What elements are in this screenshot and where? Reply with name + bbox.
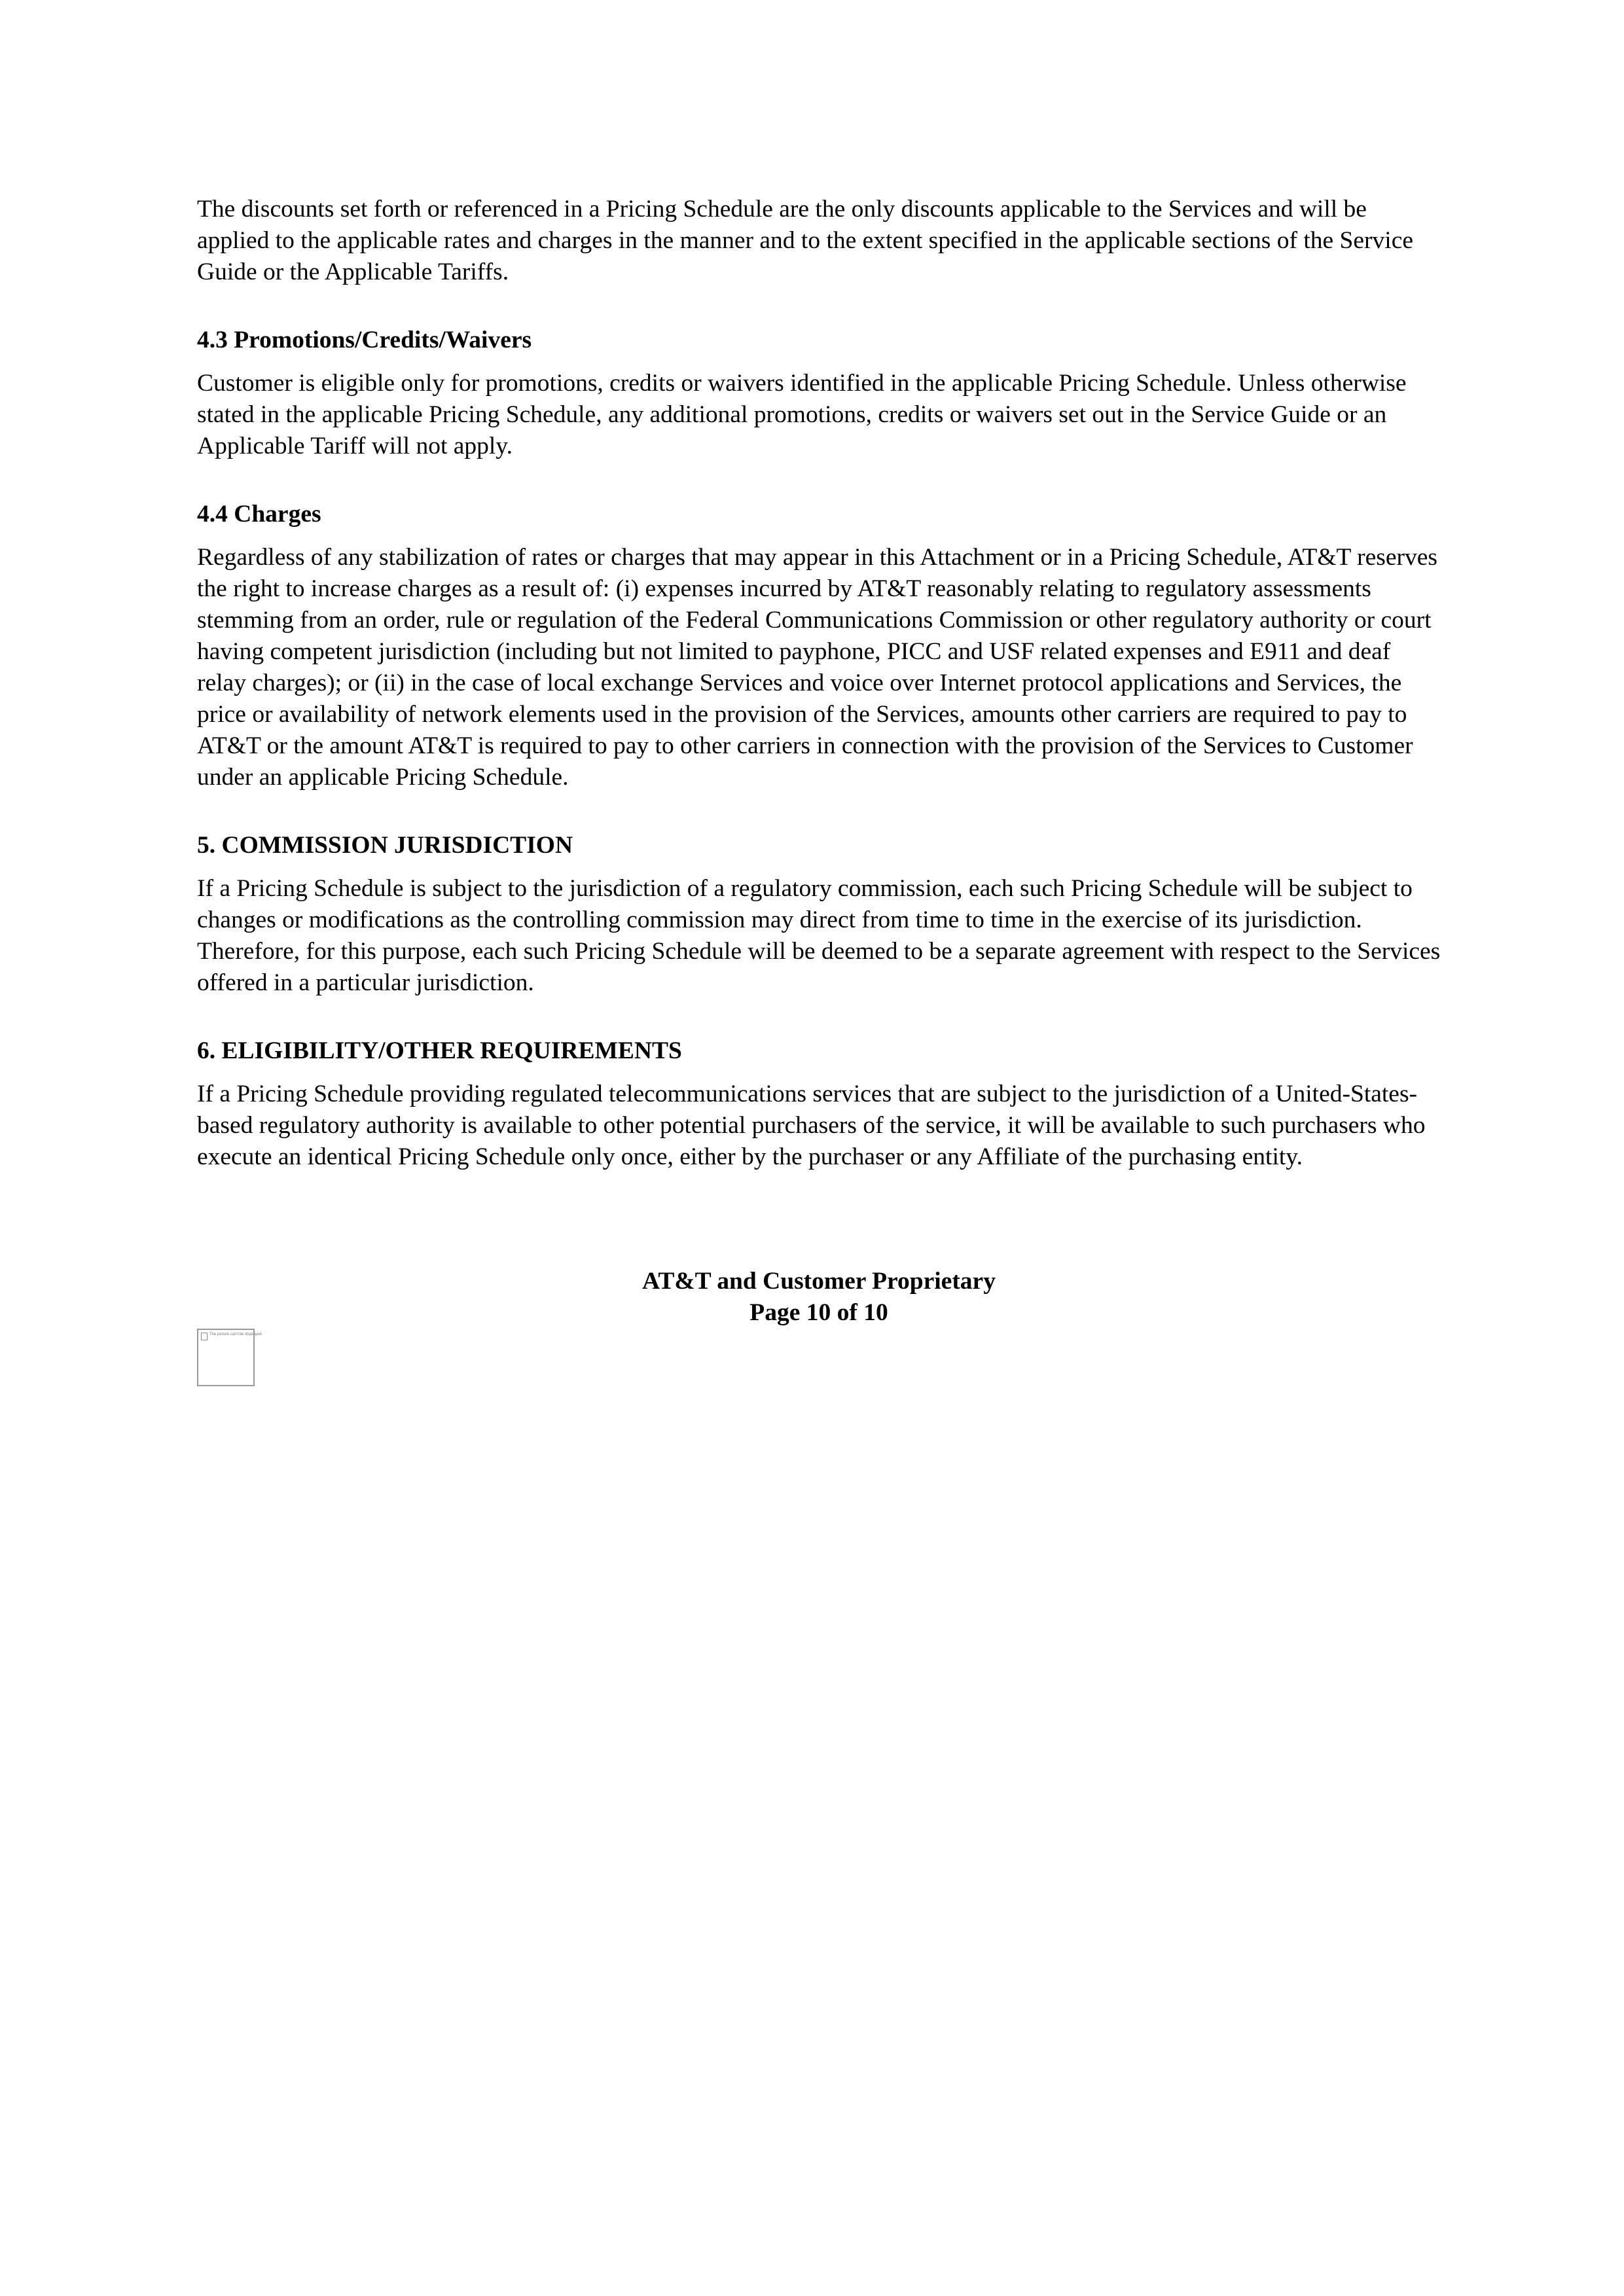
paragraph-charges: Regardless of any stabilization of rates or charges that may appear in this Attachment or in a Pricing Schedule, AT&T reserves the right to increase charges as a result of: (i) expenses incurred by AT&T reasonably relating to regulatory assessments stemming from an order, rule or regulation of the Federal Communications Commission or other regulatory authority or court having competent jurisdiction (including but not limited to payphone, PICC and USF related expenses and E911 and deaf relay charges); or (ii) in the case of local exchange Services and voice over Internet protocol applications and Services, the price or availability of network elements used in the provision of the Services, amounts other carriers are required to pay to AT&T or the amount AT&T is required to pay to other carriers in connection with the provision of the Services to Customer under an applicable Pricing Schedule. [197, 544, 1437, 791]
paragraph-eligibility: If a Pricing Schedule providing regulated telecommunications services that are subject to the jurisdiction of a United-States-based regulatory authority is available to other potential purchasers of the service, it will be available to such purchasers who execute an identical Pricing Schedule only once, either by the purchaser or any Affiliate of the purchasing entity. [197, 1081, 1426, 1170]
heading-promotions-credits-waivers: 4.3 Promotions/Credits/Waivers [197, 327, 532, 353]
heading-charges: 4.4 Charges [197, 501, 321, 528]
heading-commission-jurisdiction: 5. COMMISSION JURISDICTION [197, 832, 573, 859]
broken-image-icon [201, 1333, 208, 1340]
paragraph-promotions: Customer is eligible only for promotions, credits or waivers identified in the applicable Pricing Schedule. Unless otherwise stated in the applicable Pricing Schedule, any additional promotions, credits or waivers set out in the Service Guide or an Applicable Tariff will not apply. [197, 370, 1407, 459]
section-eligibility [197, 1035, 1441, 1173]
paragraph-discounts: The discounts set forth or referenced in a Pricing Schedule are the only discounts applicable to the Services and will be applied to the applicable rates and charges in the manner and to the extent specified in the applicable sections of the Service Guide or the Applicable Tariffs. [197, 196, 1413, 285]
section-charges [197, 499, 1441, 793]
footer-page-number: Page 10 of 10 [749, 1299, 888, 1326]
section-commission-jurisdiction [197, 830, 1441, 999]
image-alt-text: The picture can't be displayed. [209, 1333, 263, 1336]
section-promotions-credits-waivers [197, 325, 1441, 462]
paragraph-commission-jurisdiction: If a Pricing Schedule is subject to the jurisdiction of a regulatory commission, each such Pricing Schedule will be subject to changes or modifications as the controlling commission may direct from time to time in the exercise of its jurisdiction. Therefore, for this purpose, each such Pricing Schedule will be deemed to be a separate agreement with respect to the Services offered in a particular jurisdiction. [197, 875, 1441, 996]
heading-eligibility: 6. ELIGIBILITY/OTHER REQUIREMENTS [197, 1037, 682, 1064]
page-footer [197, 1266, 1441, 1329]
broken-image-placeholder [197, 1329, 263, 1386]
footer-proprietary-notice: AT&T and Customer Proprietary [642, 1268, 996, 1295]
section-discounts [197, 194, 1441, 288]
document-body [197, 194, 1441, 1173]
